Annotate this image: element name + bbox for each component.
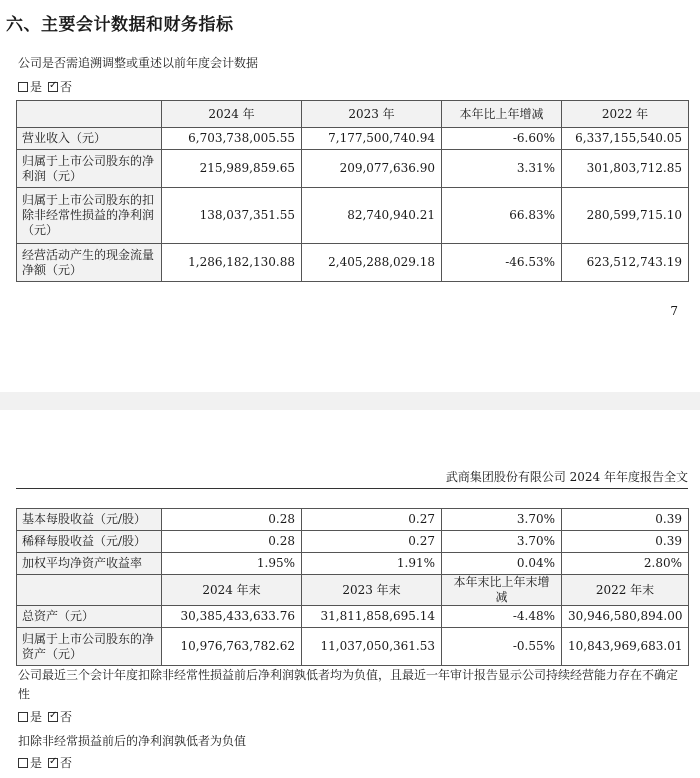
row-label: 稀释每股收益（元/股） [17,531,162,553]
value-2024: 215,989,859.65 [162,150,302,188]
table-row [17,606,689,628]
row-label: 加权平均净资产收益率 [17,553,162,575]
table-row [17,553,689,575]
restate-no-label: 否 [60,80,73,94]
going-concern-question: 公司最近三个会计年度扣除非经常性损益前后净利润孰低者均为负值，且最近一年审计报告显示公司持续经营能力存在不确定性 [18,668,679,701]
table-row [17,628,689,666]
value-2022: 0.39 [562,531,689,553]
value-2023: 0.27 [302,531,442,553]
header-cell: 本年比上年增减 [442,101,562,128]
restate-question: 公司是否需追溯调整或重述以前年度会计数据 [18,56,259,70]
value-2023: 82,740,940.21 [302,188,442,244]
value-2023: 0.27 [302,509,442,531]
subheader-cell: 本年末比上年末增减 [442,575,562,606]
header-cell [17,101,162,128]
value-2022: 2.80% [562,553,689,575]
value-2023: 1.91% [302,553,442,575]
table-row [17,244,689,282]
restate-yes-label: 是 [30,80,43,94]
table-row [17,128,689,150]
value-2023: 209,077,636.90 [302,150,442,188]
value-2024: 6,703,738,005.55 [162,128,302,150]
subheader-cell: 2022 年末 [562,575,689,606]
table-row [17,188,689,244]
row-label: 基本每股收益（元/股） [17,509,162,531]
header-rule [16,488,688,489]
table-row [17,509,689,531]
lower-profit-yes-label: 是 [30,756,43,770]
restate-yes-checkbox[interactable] [18,82,28,92]
header-cell: 2024 年 [162,101,302,128]
value-2023: 11,037,050,361.53 [302,628,442,666]
table-subheader-row [17,575,689,606]
value-2022: 6,337,155,540.05 [562,128,689,150]
value-change: -4.48% [442,606,562,628]
subheader-cell: 2023 年末 [302,575,442,606]
table-header-row [17,101,689,128]
lower-profit-no-label: 否 [60,756,73,770]
running-header: 武商集团股份有限公司 2024 年年度报告全文 [445,470,688,484]
row-label: 营业收入（元） [17,128,162,150]
going-concern-yes-label: 是 [30,710,43,724]
table-row [17,531,689,553]
value-change: 3.70% [442,531,562,553]
row-label: 总资产（元） [17,606,162,628]
section-heading: 六、主要会计数据和财务指标 [6,15,234,35]
going-concern-yes-checkbox[interactable] [18,712,28,722]
value-2022: 10,843,969,683.01 [562,628,689,666]
lower-profit-no-checkbox[interactable] [48,758,58,768]
lower-profit-options [18,754,72,771]
row-label: 归属于上市公司股东的扣除非经常性损益的净利润（元） [17,188,162,244]
restate-no-checkbox[interactable] [48,82,58,92]
going-concern-no-checkbox[interactable] [48,712,58,722]
restate-options [18,78,72,95]
going-concern-no-label: 否 [60,710,73,724]
header-cell: 2023 年 [302,101,442,128]
value-change: -6.60% [442,128,562,150]
value-2024: 0.28 [162,531,302,553]
value-2022: 0.39 [562,509,689,531]
financial-data-table [16,100,689,282]
going-concern-options [18,708,72,725]
lower-profit-yes-checkbox[interactable] [18,758,28,768]
value-2024: 1.95% [162,553,302,575]
row-label: 经营活动产生的现金流量净额（元） [17,244,162,282]
value-2022: 301,803,712.85 [562,150,689,188]
value-2024: 138,037,351.55 [162,188,302,244]
value-2024: 1,286,182,130.88 [162,244,302,282]
row-label: 归属于上市公司股东的净利润（元） [17,150,162,188]
value-2022: 623,512,743.19 [562,244,689,282]
value-2022: 280,599,715.10 [562,188,689,244]
value-2023: 7,177,500,740.94 [302,128,442,150]
value-change: 3.31% [442,150,562,188]
page-separator [0,392,700,410]
value-change: -46.53% [442,244,562,282]
lower-profit-question: 扣除非经常损益前后的净利润孰低者为负值 [18,734,247,748]
value-change: 66.83% [442,188,562,244]
subheader-cell [17,575,162,606]
value-2023: 2,405,288,029.18 [302,244,442,282]
value-2024: 30,385,433,633.76 [162,606,302,628]
per-share-table [16,508,689,666]
table-row [17,150,689,188]
value-2024: 10,976,763,782.62 [162,628,302,666]
value-2024: 0.28 [162,509,302,531]
value-2022: 30,946,580,894.00 [562,606,689,628]
header-cell: 2022 年 [562,101,689,128]
value-2023: 31,811,858,695.14 [302,606,442,628]
page-2 [0,410,700,778]
subheader-cell: 2024 年末 [162,575,302,606]
value-change: -0.55% [442,628,562,666]
value-change: 0.04% [442,553,562,575]
page-number: 7 [670,304,678,318]
row-label: 归属于上市公司股东的净资产（元） [17,628,162,666]
value-change: 3.70% [442,509,562,531]
